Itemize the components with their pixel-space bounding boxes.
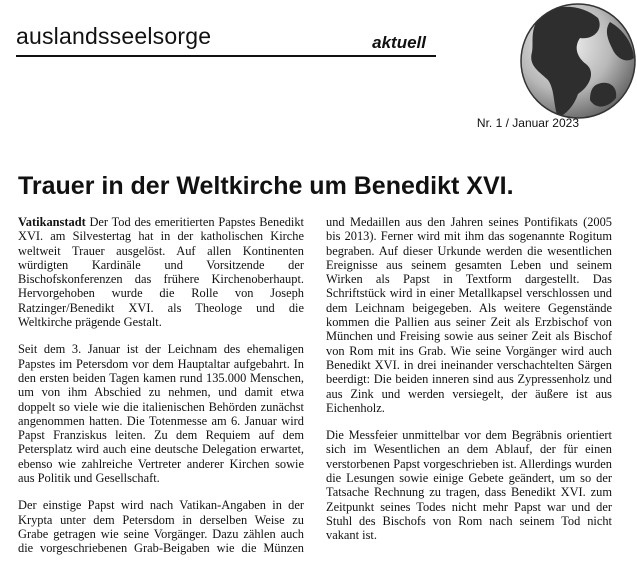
- article-paragraph: Die Messfeier unmittelbar vor dem Begräbnis orientiert sich im Wesentlichen an dem Ablauf, der für einen verstorbenen Papst vorgeschrieben ist. Allerdings wurden die Lesungen sowie einige Gebete geändert, um so der Tatsache Rechnung zu tragen, dass Benedikt XVI. zum Zeitpunkt seines Todes nicht mehr Papst war und der Stuhl des Bischofs von Rom nach seinem Tod nicht vakant ist.: [326, 428, 612, 543]
- article-paragraph: [18, 215, 304, 329]
- article-paragraph: Der einstige Papst wird nach Vatikan-Angaben in der Krypta unter dem Petersdom in derselben Weise zu Grabe getragen wie seine Vorgänger. Dazu zählen auch die vorgeschriebenen Grab-Beigaben wie die Münzen: [18, 498, 304, 556]
- article-paragraph-continued: und Medaillen aus den Jahren seines Pontifikats (2005 bis 2013). Ferner wird mit ihm das sogenannte Rogitum begraben. Auf dieser Urkunde werden die wesentlichen Ereignisse aus seinem gesamten Leben und seinem Wirken als Papst in Textform dargestellt. Das Schriftstück wird in einer Metallkapsel verschlossen und dem Leichnam beigegeben. Als weitere Gegenstände kommen die Pallien aus seiner Zeit als Erzbischof von München und Freising sowie aus seiner Zeit als Bischof von Rom mit ins Grab. Wie seine Vorgänger wird auch Benedikt XVI. in drei ineinander verschachtelten Särgen beerdigt: Die beiden inneren sind aus Zypressenholz und aus Zink und werden versiegelt, der äußere ist aus Eichenholz.: [326, 215, 612, 415]
- article-column-left: [18, 215, 304, 569]
- globe-icon: [428, 0, 637, 128]
- section-label: aktuell: [372, 33, 426, 52]
- issue-number: Nr. 1 / Januar 2023: [476, 116, 579, 130]
- publication-title: auslandsseelsorge: [16, 23, 212, 49]
- article-column-right: [326, 215, 612, 556]
- article-headline: Trauer in der Weltkirche um Benedikt XVI.: [18, 172, 514, 200]
- masthead: [16, 18, 436, 58]
- article-dateline: Vatikanstadt: [18, 215, 86, 229]
- article-paragraph: Seit dem 3. Januar ist der Leichnam des ehemaligen Papstes im Petersdom vor dem Hauptaltar aufgebahrt. In den ersten beiden Tagen kamen rund 135.000 Menschen, um von ihm Abschied zu nehmen, und damit etwa doppelt so viele wie die italienischen Behörden zunächst angenommen hatten. Die Totenmesse am 6. Januar wird Papst Franziskus leiten. Zu dem Requiem auf dem Petersplatz wird auch eine deutsche Delegation erwartet, ebenso wie zahlreiche Vertreter anderer Kirchen sowie aus Politik und Gesellschaft.: [18, 342, 304, 486]
- paragraph-text: Der Tod des emeritierten Papstes Benedikt XVI. am Silvestertag hat in der katholischen Kirche weltweit Trauer ausgelöst. Auf allen Kontinenten würdigten Kardinäle und Vorsitzende der Bischofskonferenzen das frühere Kirchenoberhaupt. Hervorgehoben wurde die Rolle von Joseph Ratzinger/Benedikt XVI. als Theologe und die Weltkirche prägende Gestalt.: [18, 215, 304, 330]
- masthead-rule: [16, 55, 436, 57]
